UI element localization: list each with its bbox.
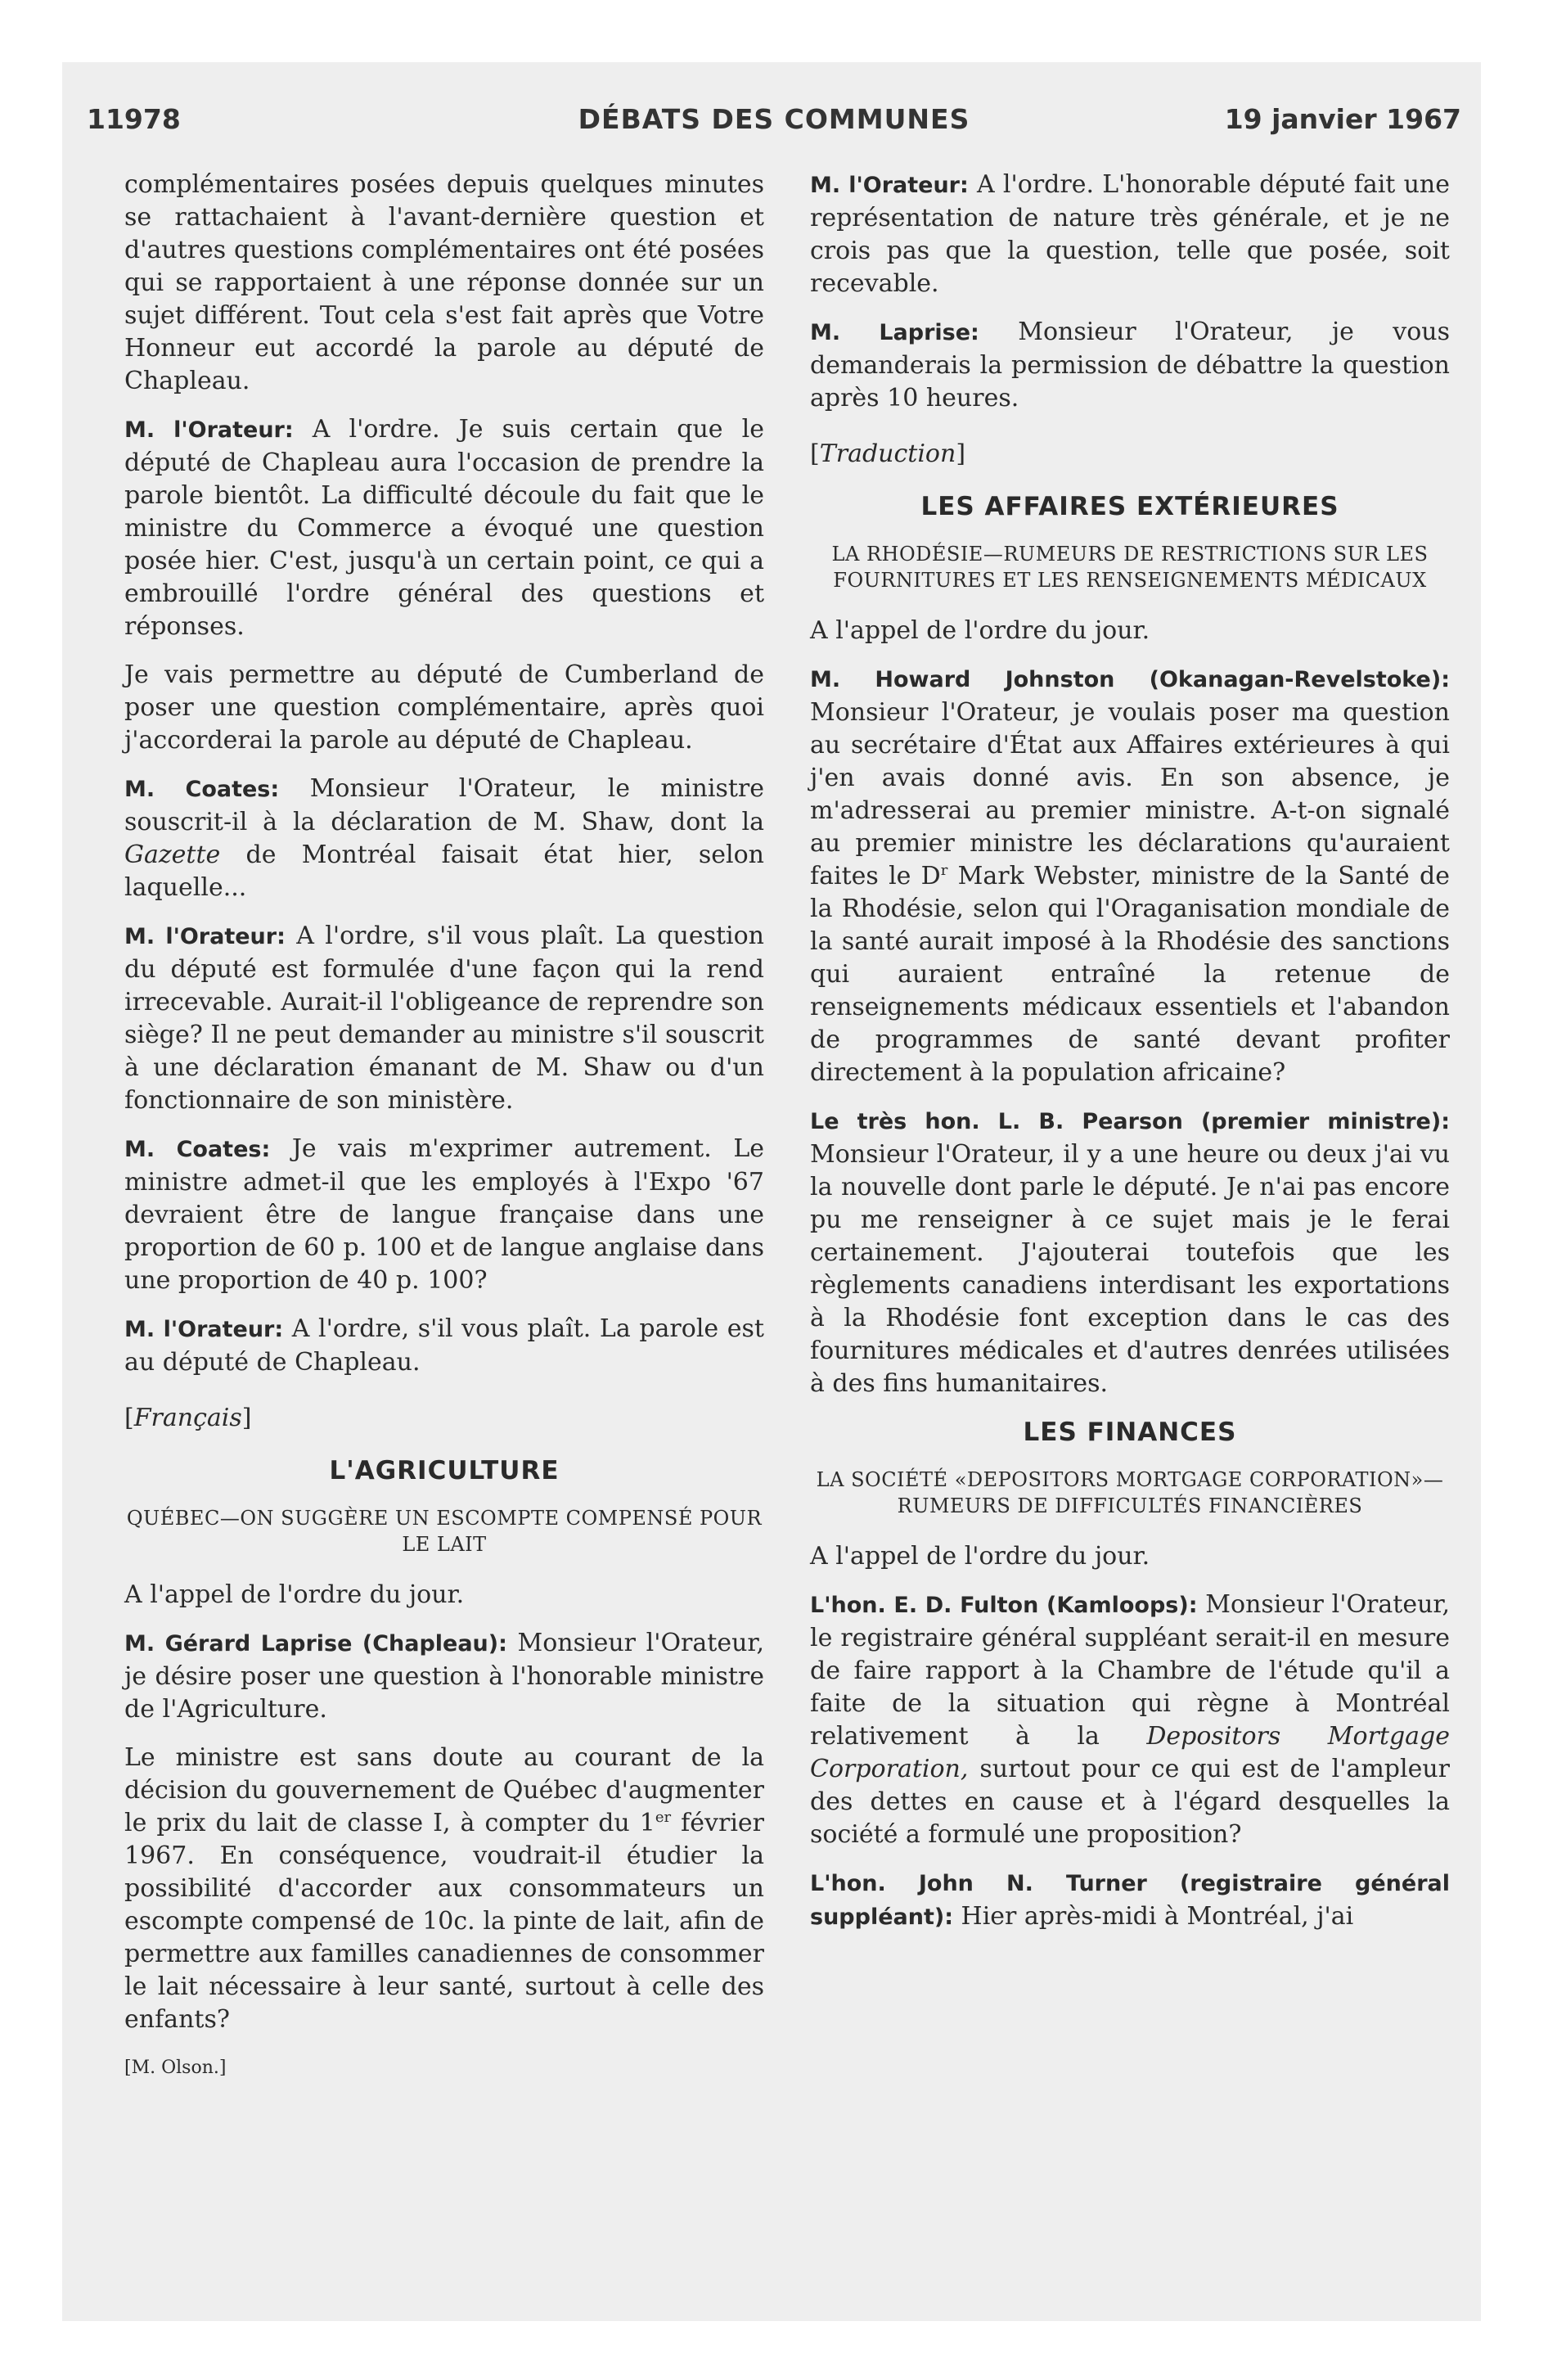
speaker-name: M. l'Orateur: <box>124 417 294 443</box>
section-subheading: LA SOCIÉTÉ «DEPOSITORS MORTGAGE CORPORATION»—RUMEURS DE DIFFICULTÉS FINANCIÈRES <box>816 1468 1444 1517</box>
paragraph: M. Gérard Laprise (Chapleau): Monsieur l'Orateur, je désire poser une question à l'honorable ministre de l'Agriculture. <box>124 1629 764 1724</box>
paragraph: M. l'Orateur: A l'ordre. Je suis certain que le député de Chapleau aura l'occasion de prendre la parole bientôt. La difficulté découle du fait que le ministre du Commerce a évoqué une question posée hier. C'est, jusqu'à un certain point, ce qui a embrouillé l'ordre général des questions et réponses. <box>124 415 764 641</box>
paragraph: M. Howard Johnston (Okanagan-Revelstoke): Monsieur l'Orateur, je voulais poser ma question au secrétaire d'État aux Affaires extérieures à qui j'en avais donné avis. En son absence, je m'adresserai au premier ministre. A-t-on signalé au premier ministre les déclarations qu'auraient faites le $D^r$ Mark Webster, ministre de la Santé de la Rhodésie, selon qui l'Oraganisation mondiale de la santé aurait imposé à la Rhodésie des sanctions qui auraient entraîné la retenue de renseignements médicaux essentiels et l'abandon de programmes de santé devant profiter directement à la population africaine? <box>810 667 1451 1087</box>
paragraph: A l'appel de l'ordre du jour. <box>124 1580 465 1609</box>
language-marker: [Traduction] <box>810 439 966 468</box>
section-heading: LES FINANCES <box>1023 1418 1237 1447</box>
paragraph: Le très hon. L. B. Pearson (premier ministre): Monsieur l'Orateur, il y a une heure ou deux j'ai vu la nouvelle dont parle le député. Je n'ai pas encore pu me renseigner à ce sujet mais je le ferai certainement. J'ajouterai toutefois que les règlements canadiens interdisant les exportations à la Rhodésie font exception dans le cas des fournitures médicales et d'autres denrées utilisées à des fins humanitaires. <box>810 1109 1450 1398</box>
page-date: 19 janvier 1967 <box>1224 103 1461 135</box>
paragraph: A l'appel de l'ordre du jour. <box>810 1542 1150 1571</box>
page-number: 11978 <box>87 103 181 135</box>
paragraph: M. Coates: Je vais m'exprimer autrement. Le ministre admet-il que les employés à l'Expo '67 devraient être de langue française dans une proportion de 60 p. 100 et de langue anglaise dans une proportion de 40 p. 100? <box>124 1134 764 1295</box>
speaker-name: M. Howard Johnston (Okanagan-Revelstoke): <box>810 667 1450 692</box>
language-marker: [Français] <box>124 1404 252 1432</box>
left-column <box>124 169 764 2100</box>
paragraph: M. l'Orateur: A l'ordre, s'il vous plaît. La parole est au député de Chapleau. <box>124 1314 764 1377</box>
speaker-name: M. Coates: <box>124 777 280 802</box>
speaker-name: M. l'Orateur: <box>124 1317 284 1342</box>
section-heading: LES AFFAIRES EXTÉRIEURES <box>920 492 1339 521</box>
speaker-name: M. l'Orateur: <box>124 924 286 949</box>
paragraph: M. Laprise: Monsieur l'Orateur, je vous demanderais la permission de débattre la question après 10 heures. <box>810 318 1450 412</box>
speaker-name: M. Coates: <box>124 1137 271 1162</box>
paragraph: Le ministre est sans doute au courant de la décision du gouvernement de Québec d'augmenter le prix du lait de classe I, à compter du 1er février 1967. En conséquence, voudrait-il étudier la possibilité d'accorder aux consommateurs un escompte compensé de 10c. la pinte de lait, afin de permettre aux familles canadiennes de consommer le lait nécessaire à leur santé, surtout à celle des enfants? <box>124 1743 765 2034</box>
speaker-name: Le très hon. L. B. Pearson (premier ministre): <box>810 1109 1450 1134</box>
speaker-name: L'hon. E. D. Fulton (Kamloops): <box>810 1593 1198 1618</box>
section-subheading: LA RHODÉSIE—RUMEURS DE RESTRICTIONS SUR LES FOURNITURES ET LES RENSEIGNEMENTS MÉDICAUX <box>831 543 1429 592</box>
speaker-signature: [M. Olson.] <box>124 2058 227 2078</box>
paragraph: L'hon. E. D. Fulton (Kamloops): Monsieur l'Orateur, le registraire général suppléant serait-il en mesure de faire rapport à la Chambre de l'étude qu'il a faite de la situation qui règne à Montréal relativement à la Depositors Mortgage Corporation, surtout pour ce qui est de l'ampleur des dettes en cause et à l'égard desquelles la société a formulé une proposition? <box>810 1590 1450 1849</box>
paragraph: Je vais permettre au député de Cumberland de poser une question complémentaire, après quoi j'accorderai la parole au député de Chapleau. <box>124 660 764 755</box>
paragraph: A l'appel de l'ordre du jour. <box>810 616 1150 645</box>
speaker-name: M. Gérard Laprise (Chapleau): <box>124 1631 507 1657</box>
section-subheading: QUÉBEC—ON SUGGÈRE UN ESCOMPTE COMPENSÉ POUR LE LAIT <box>126 1507 763 1556</box>
section-heading: L'AGRICULTURE <box>329 1456 560 1485</box>
paragraph: L'hon. John N. Turner (registraire général suppléant): Hier après-midi à Montréal, j'ai <box>810 1871 1450 1931</box>
paragraph: complémentaires posées depuis quelques minutes se rattachaient à l'avant-dernière question et d'autres questions complémentaires ont été posées qui se rapportaient à une réponse donnée sur un sujet différent. Tout cela s'est fait après que Votre Honneur eut accordé la parole au député de Chapleau. <box>124 170 764 395</box>
right-column <box>810 169 1450 1950</box>
paragraph: M. Coates: Monsieur l'Orateur, le ministre souscrit-il à la déclaration de M. Shaw, dont la Gazette de Montréal faisait état hier, selon laquelle... <box>124 774 764 902</box>
speaker-name: M. l'Orateur: <box>810 173 969 198</box>
page-title: DÉBATS DES COMMUNES <box>578 103 970 135</box>
paragraph: M. l'Orateur: A l'ordre. L'honorable député fait une représentation de nature très générale, et je ne crois pas que la question, telle que posée, soit recevable. <box>810 170 1450 298</box>
speaker-name: L'hon. John N. Turner (registraire général suppléant): <box>810 1871 1450 1930</box>
speaker-name: M. Laprise: <box>810 320 979 345</box>
paragraph: M. l'Orateur: A l'ordre, s'il vous plaît. La question du député est formulée d'une façon qui la rend irrecevable. Aurait-il l'obligeance de reprendre son siège? Il ne peut demander au ministre s'il souscrit à une déclaration émanant de M. Shaw ou d'un fonctionnaire de son ministère. <box>124 922 764 1115</box>
page-header <box>87 103 1461 152</box>
